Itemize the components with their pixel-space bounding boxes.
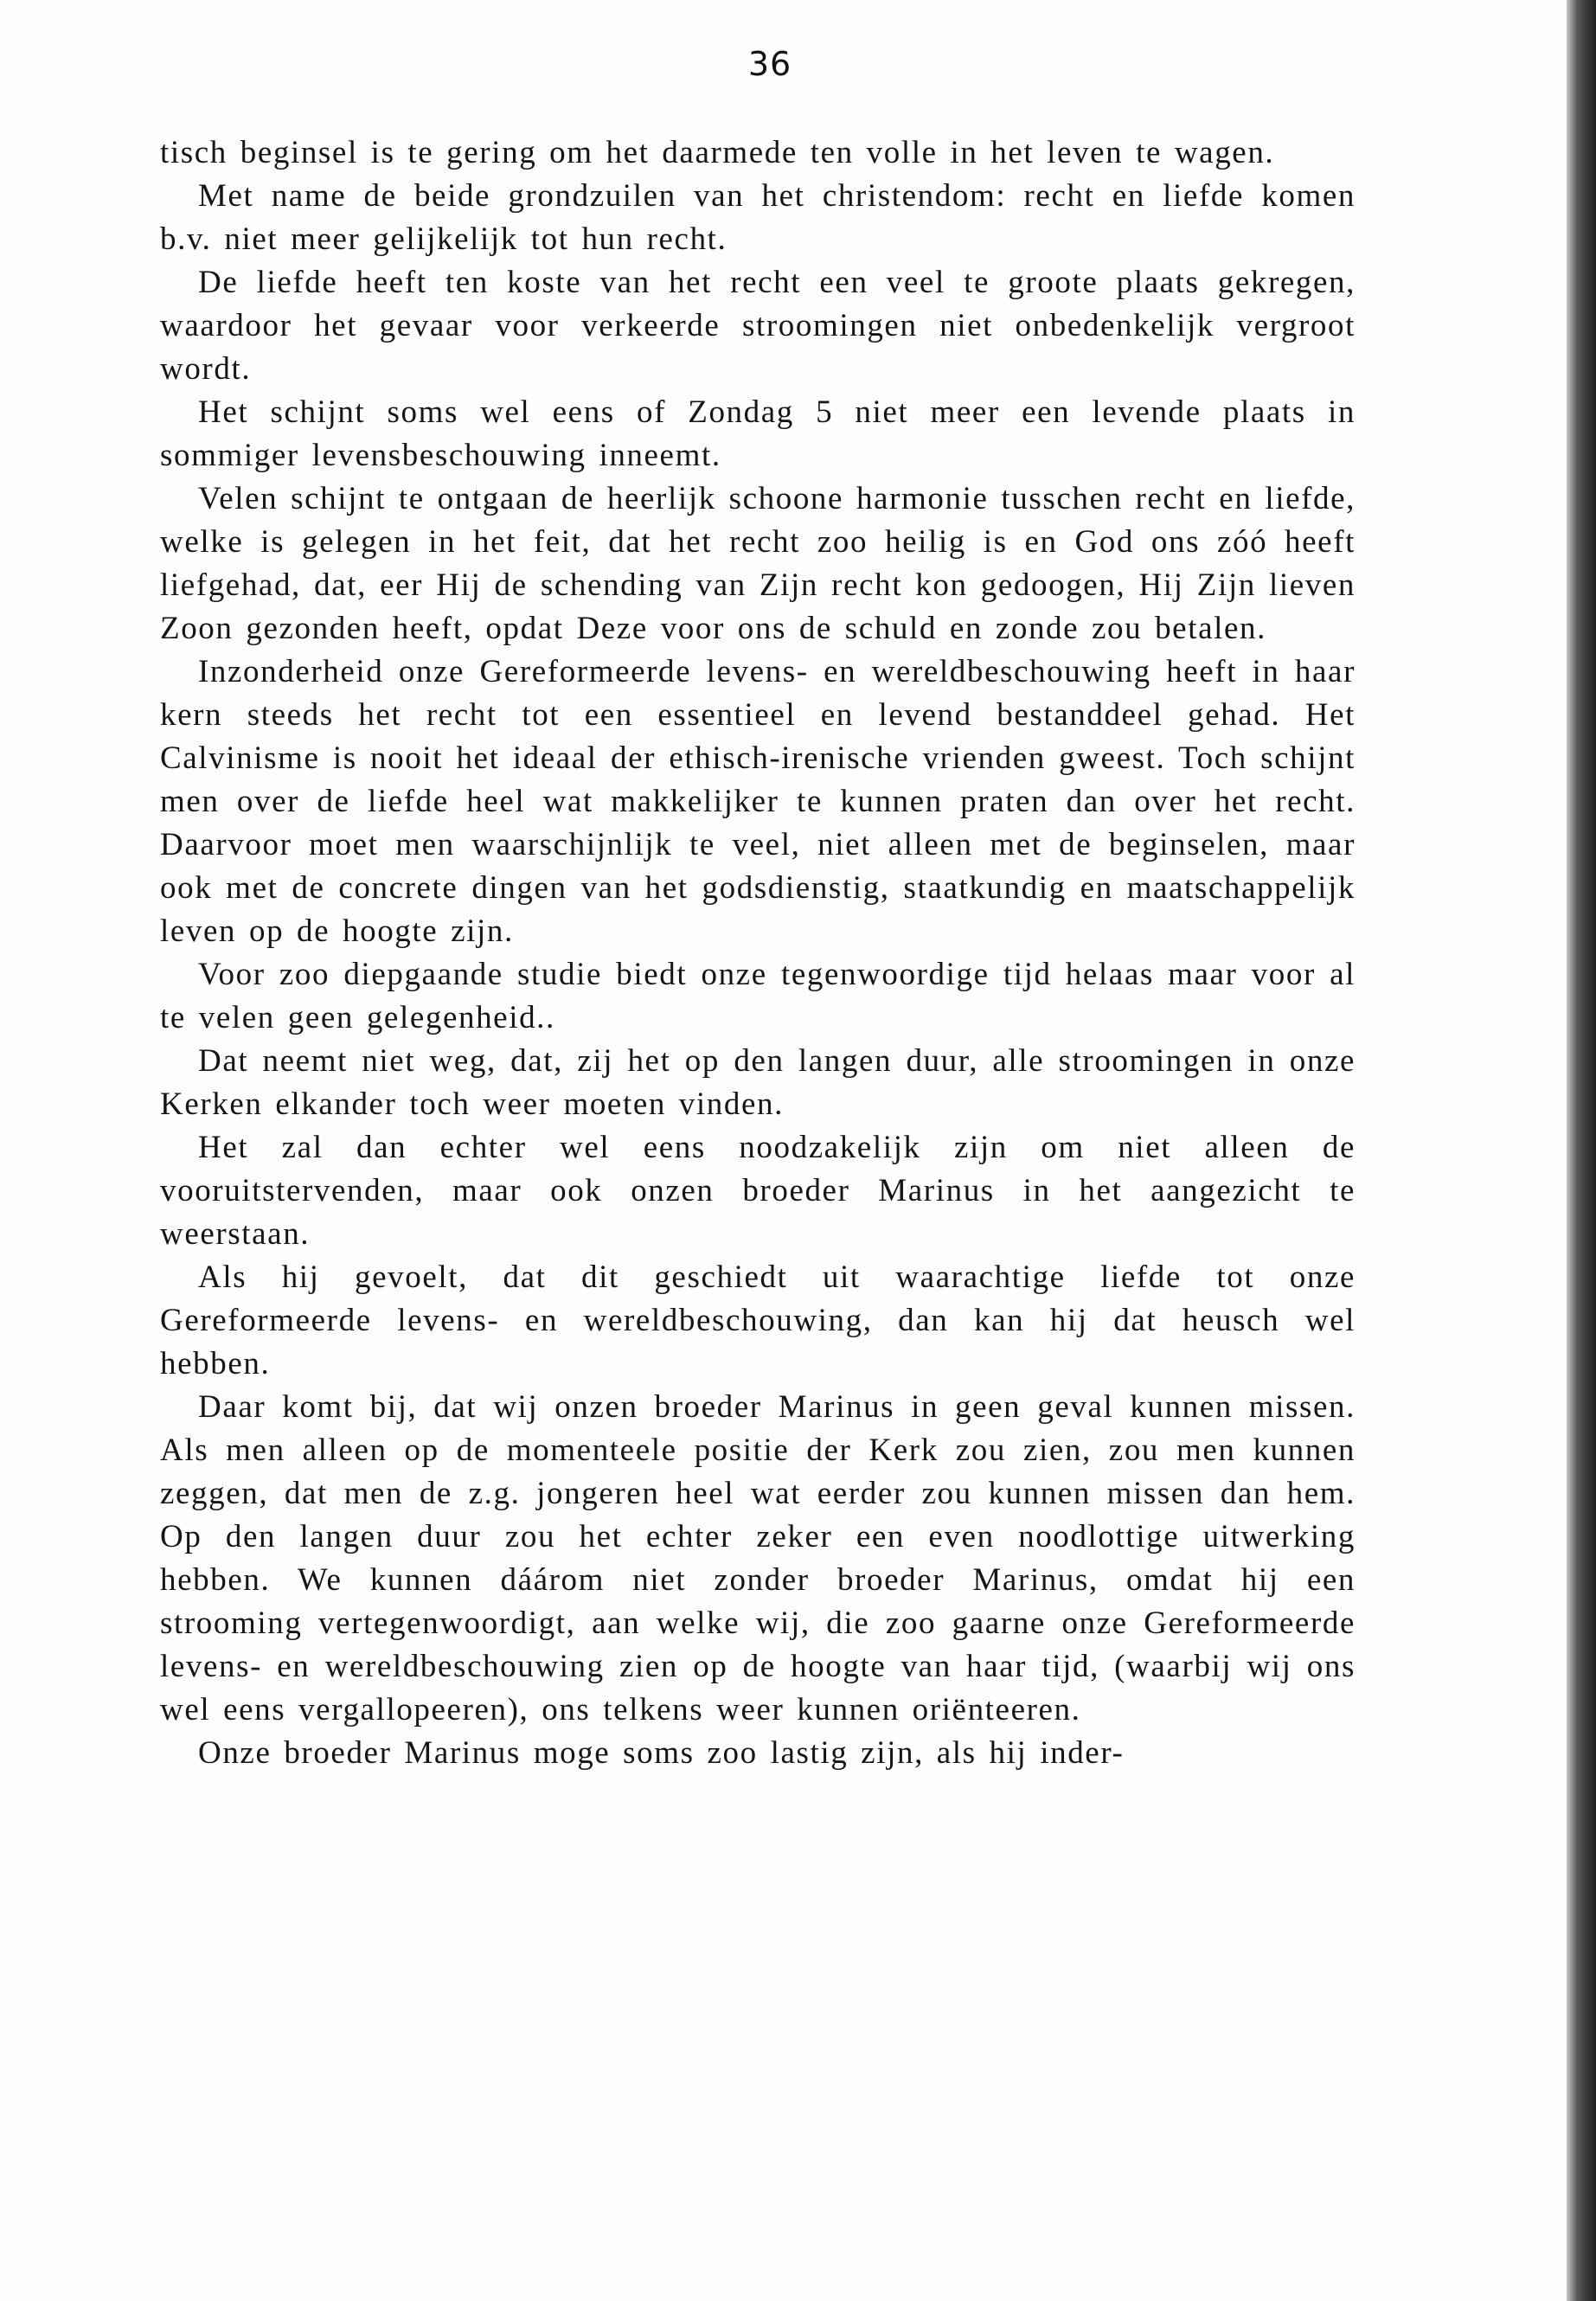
- paragraph-12: Onze broeder Marinus moge soms zoo lastig zijn, als hij inder-: [198, 1735, 1125, 1771]
- body-text: [160, 131, 1356, 1775]
- paragraph-9: Het zal dan echter wel eens noodzakelijk zijn om niet alleen de vooruitstervenden, maar ook onzen broeder Marinus in het aangezicht te weerstaan.: [160, 1130, 1356, 1252]
- paragraph-6: Inzonderheid onze Gereformeerde levens- en wereldbeschouwing heeft in haar kern steeds het recht tot een essentieel en levend bestanddeel gehad. Het Calvinisme is nooit het ideaal der ethisch-irenische vrienden gweest. Toch schijnt men over de liefde heel wat makkelijker te kunnen praten dan over het recht. Daarvoor moet men waarschijnlijk te veel, niet alleen met de beginselen, maar ook met de concrete dingen van het godsdienstig, staatkundig en maatschappelijk leven op de hoogte zijn.: [160, 654, 1356, 949]
- paragraph-4: Het schijnt soms wel eens of Zondag 5 niet meer een levende plaats in sommiger levensbeschouwing inneemt.: [160, 394, 1356, 473]
- paragraph-3: De liefde heeft ten koste van het recht een veel te groote plaats gekregen, waardoor het gevaar voor verkeerde stroomingen niet onbedenkelijk vergroot wordt.: [160, 265, 1356, 387]
- paragraph-8: Dat neemt niet weg, dat, zij het op den langen duur, alle stroomingen in onze Kerken elkander toch weer moeten vinden.: [160, 1043, 1356, 1122]
- page-edge-shadow: [1567, 0, 1596, 2301]
- page-number: 36: [747, 45, 792, 83]
- paragraph-5: Velen schijnt te ontgaan de heerlijk schoone harmonie tusschen recht en liefde, welke is gelegen in het feit, dat het recht zoo heilig is en God ons zóó heeft liefgehad, dat, eer Hij de schending van Zijn recht kon gedoogen, Hij Zijn lieven Zoon gezonden heeft, opdat Deze voor ons de schuld en zonde zou betalen.: [160, 481, 1356, 646]
- paragraph-10: Als hij gevoelt, dat dit geschiedt uit waarachtige liefde tot onze Gereformeerde levens- en wereldbeschouwing, dan kan hij dat heusch wel hebben.: [160, 1259, 1356, 1381]
- paragraph-1: tisch beginsel is te gering om het daarmede ten volle in het leven te wagen.: [160, 135, 1275, 170]
- paragraph-11: Daar komt bij, dat wij onzen broeder Marinus in geen geval kunnen missen. Als men alleen op de momenteele positie der Kerk zou zien, zou men kunnen zeggen, dat men de z.g. jongeren heel wat eerder zou kunnen missen dan hem. Op den langen duur zou het echter zeker een even noodlottige uitwerking hebben. We kunnen dáárom niet zonder broeder Marinus, omdat hij een strooming vertegenwoordigt, aan welke wij, die zoo gaarne onze Gereformeerde levens- en wereldbeschouwing zien op de hoogte van haar tijd, (waarbij wij ons wel eens vergallopeeren), ons telkens weer kunnen oriënteeren.: [160, 1389, 1356, 1727]
- paragraph-7: Voor zoo diepgaande studie biedt onze tegenwoordige tijd helaas maar voor al te velen geen gelegenheid..: [160, 957, 1356, 1035]
- paragraph-2: Met name de beide grondzuilen van het christendom: recht en liefde komen b.v. niet meer gelijkelijk tot hun recht.: [160, 178, 1356, 257]
